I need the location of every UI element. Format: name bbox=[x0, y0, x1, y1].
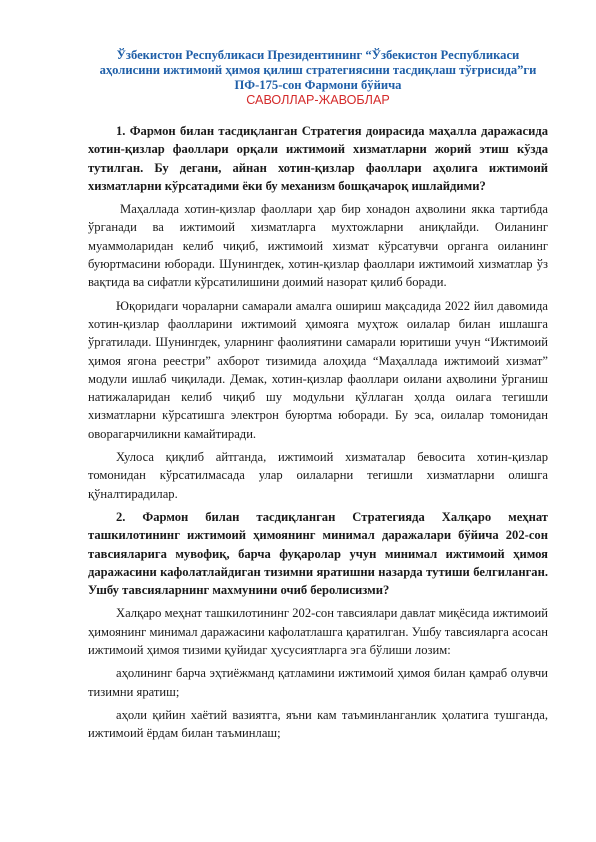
title-block bbox=[88, 48, 548, 108]
answer-paragraph: Халқаро меҳнат ташкилотининг 202-сон тавсиялари давлат миқёсида ижтимоий ҳимоянинг минимал даражасини кафолатлашга қаратилган. Ушбу тавсияларга асосан ижтимоий ҳимоя тизими қуйидаг ҳусусиятларга эга бўлиши лозим: bbox=[88, 606, 548, 658]
question-1: 1. Фармон билан тасдиқланган Стратегия доирасида маҳалла даражасида хотин-қизлар фаоллари орқали ижтимоий хизматларни жорий этиш кўзда тутилган. Бу дегани, айнан хотин-қизлар фаоллари аҳолига ижтимоий хизматларни кўрсатадими ёки бу механизм бошқачароқ ишлайдими? bbox=[88, 124, 548, 193]
answer-paragraph: аҳолининг барча эҳтиёжманд қатламини ижтимоий ҳимоя билан қамраб олувчи тизимни яратиш; bbox=[88, 666, 548, 699]
answer-paragraph: Хулоса қиқлиб айтганда, ижтимоий хизматалар бевосита хотин-қизлар томонидан кўрсатилмасада улар оилаларни тегишли хизматларни олишга қўналтирадилар. bbox=[88, 450, 548, 501]
question-2: 2. Фармон билан тасдиқланган Стратегияда Халқаро меҳнат ташкилотининг ижтимоий ҳимоянинг минимал даражалари бўйича 202-сон тавсияларига мувофиқ, барча фуқаролар учун минимал ижтимоий ҳимоя даражасини кафолатлайдиган тизимни яратишни назарда тутиши белгиланган. Ушбу тавсияларнинг махмунини очиб беролисизми? bbox=[88, 509, 548, 598]
document-subtitle: САВОЛЛАР-ЖАВОБЛАР bbox=[246, 93, 390, 107]
answer-paragraph: Юқоридаги чораларни самарали амалга ошириш мақсадида 2022 йил давомида хотин-қизлар фаолларини ижтимоий ҳимояга муҳтож оилалар билан ишлашга ўргатилади. Шунингдек, уларнинг фаолиятини самарали юритиши учун “Ижтимоий ҳимоя ягона реестри” ахборот тизимида алоҳида “Маҳаллада ижтимоий хизмат” модули ишлаб чиқилади. Демак, хотин-қизлар фаоллари оилани аҳволини ўрганиш натижаларидан келиб чиқиб шу модульни қўллаган ҳолда оилага тегишли хизматларни кўрсатишга электрон буюртма юборади. Бу эса, оилалар томонидан оворагарчиликни камайтиради. bbox=[88, 298, 548, 441]
answer-paragraph: Маҳаллада хотин-қизлар фаоллари ҳар бир хонадон аҳволини якка тартибда ўрганади ва ижтимоий хизматларга мухтожларни аниқлайди. Оиланинг муаммоларидан келиб чиқиб, ижтимоий хизмат кўрсатувчи органга оиланинг буюртмасини юборади. Шунингдек, хотин-қизлар фаоллари ижтимоий хизматлар ўз вақтида ва сифатли кўрсатилишини доимий назорат қилиб боради. bbox=[88, 202, 548, 290]
answer-paragraph: аҳоли қийин хаётий вазиятга, яъни кам таъминланганлик ҳолатига тушганда, ижтимоий ёрдам билан таъминлаш; bbox=[88, 707, 548, 741]
document-title: Ўзбекистон Республикаси Президентининг “Ўзбекистон Республикаси аҳолисини ижтимоий ҳимоя қилиш стратегиясини тасдиқлаш тўғрисида”ги ПФ-175-сон Фармони бўйича bbox=[99, 48, 537, 92]
